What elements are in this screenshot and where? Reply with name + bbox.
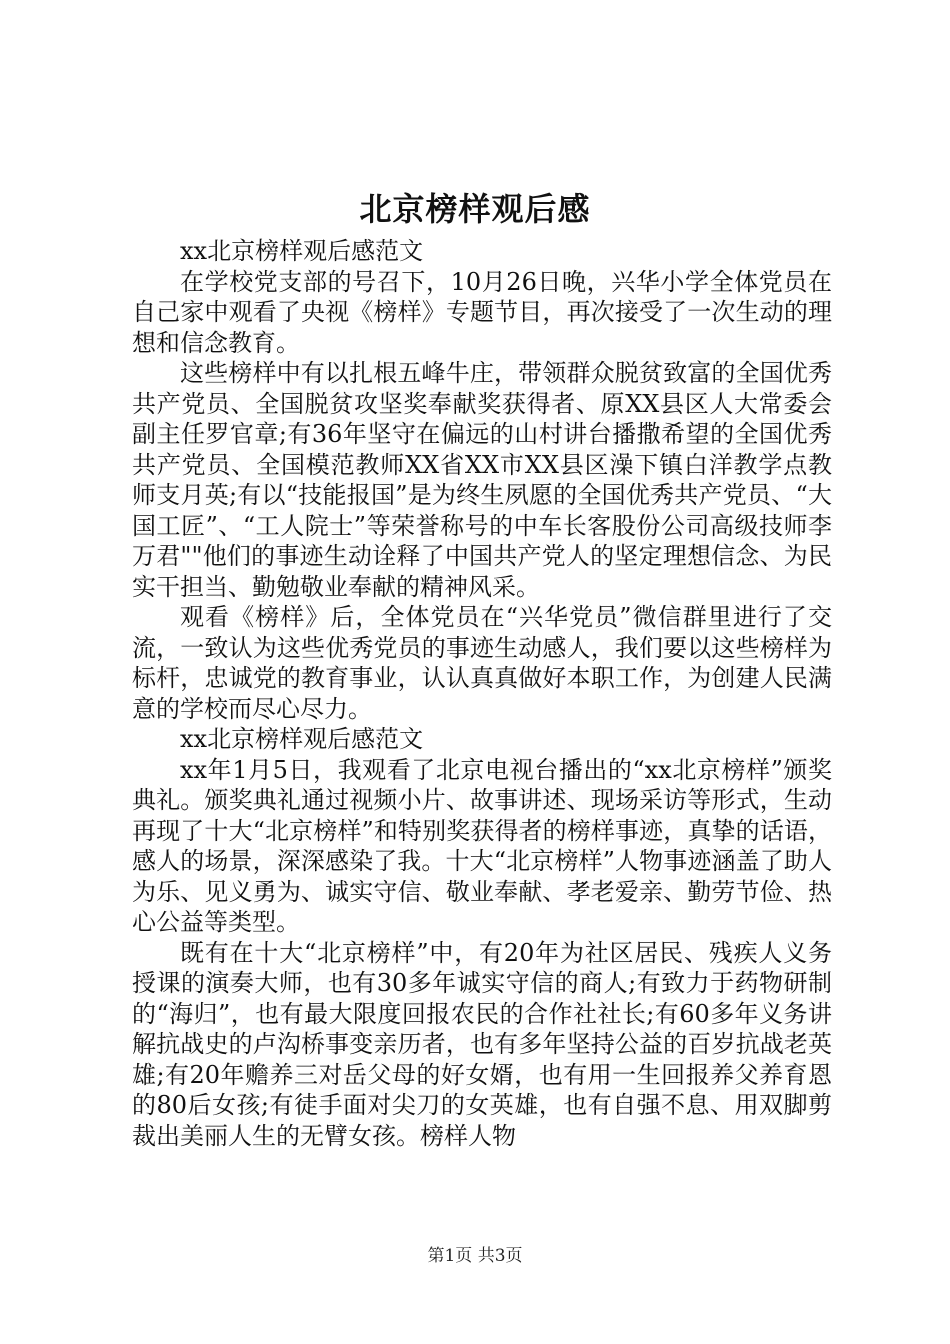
paragraph: 在学校党支部的号召下，10月26日晚，兴华小学全体党员在自己家中观看了央视《榜样》专题节目，再次接受了一次生动的理想和信念教育。 <box>132 267 832 357</box>
paragraph: 这些榜样中有以扎根五峰牛庄，带领群众脱贫致富的全国优秀共产党员、全国脱贫攻坚奖奉献奖获得者、原XX县区人大常委会副主任罗官章;有36年坚守在偏远的山村讲台播撒希望的全国优秀共产党员、全国模范教师XX省XX市XX县区澡下镇白洋教学点教师支月英;有以“技能报国”是为终生夙愿的全国优秀共产党员、“大国工匠”、“工人院士”等荣誉称号的中车长客股份公司高级技师李万君""他们的事迹生动诠释了中国共产党人的坚定理想信念、为民实干担当、勤勉敬业奉献的精神风采。 <box>132 359 832 601</box>
document-title: 北京榜样观后感 <box>359 190 591 228</box>
paragraph: 观看《榜样》后，全体党员在“兴华党员”微信群里进行了交流，一致认为这些优秀党员的事迹生动感人，我们要以这些榜样为标杆，忠诚党的教育事业，认认真真做好本职工作，为创建人民满意的学校而尽心尽力。 <box>132 603 832 723</box>
paragraph: 既有在十大“北京榜样”中，有20年为社区居民、残疾人义务授课的演奏大师，也有30多年诚实守信的商人;有致力于药物研制的“海归”，也有最大限度回报农民的合作社社长;有60多年义务讲解抗战史的卢沟桥事变亲历者，也有多年坚持公益的百岁抗战老英雄;有20年赡养三对岳父母的好女婿，也有用一生回报养父养育恩的80后女孩;有徒手面对尖刀的女英雄，也有自强不息、用双脚剪裁出美丽人生的无臂女孩。榜样人物 <box>132 938 832 1150</box>
section-heading: xx北京榜样观后感范文 <box>180 725 424 753</box>
section-heading: xx北京榜样观后感范文 <box>180 237 424 265</box>
paragraph: xx年1月5日，我观看了北京电视台播出的“xx北京榜样”颁奖典礼。颁奖典礼通过视频小片、故事讲述、现场采访等形式，生动再现了十大“北京榜样”和特别奖获得者的榜样事迹，真挚的话语，感人的场景，深深感染了我。十大“北京榜样”人物事迹涵盖了助人为乐、见义勇为、诚实守信、敬业奉献、孝老爱亲、勤劳节俭、热心公益等类型。 <box>132 755 832 936</box>
document-body <box>132 236 832 1151</box>
page-number-footer: 第1页 共3页 <box>427 1246 523 1266</box>
